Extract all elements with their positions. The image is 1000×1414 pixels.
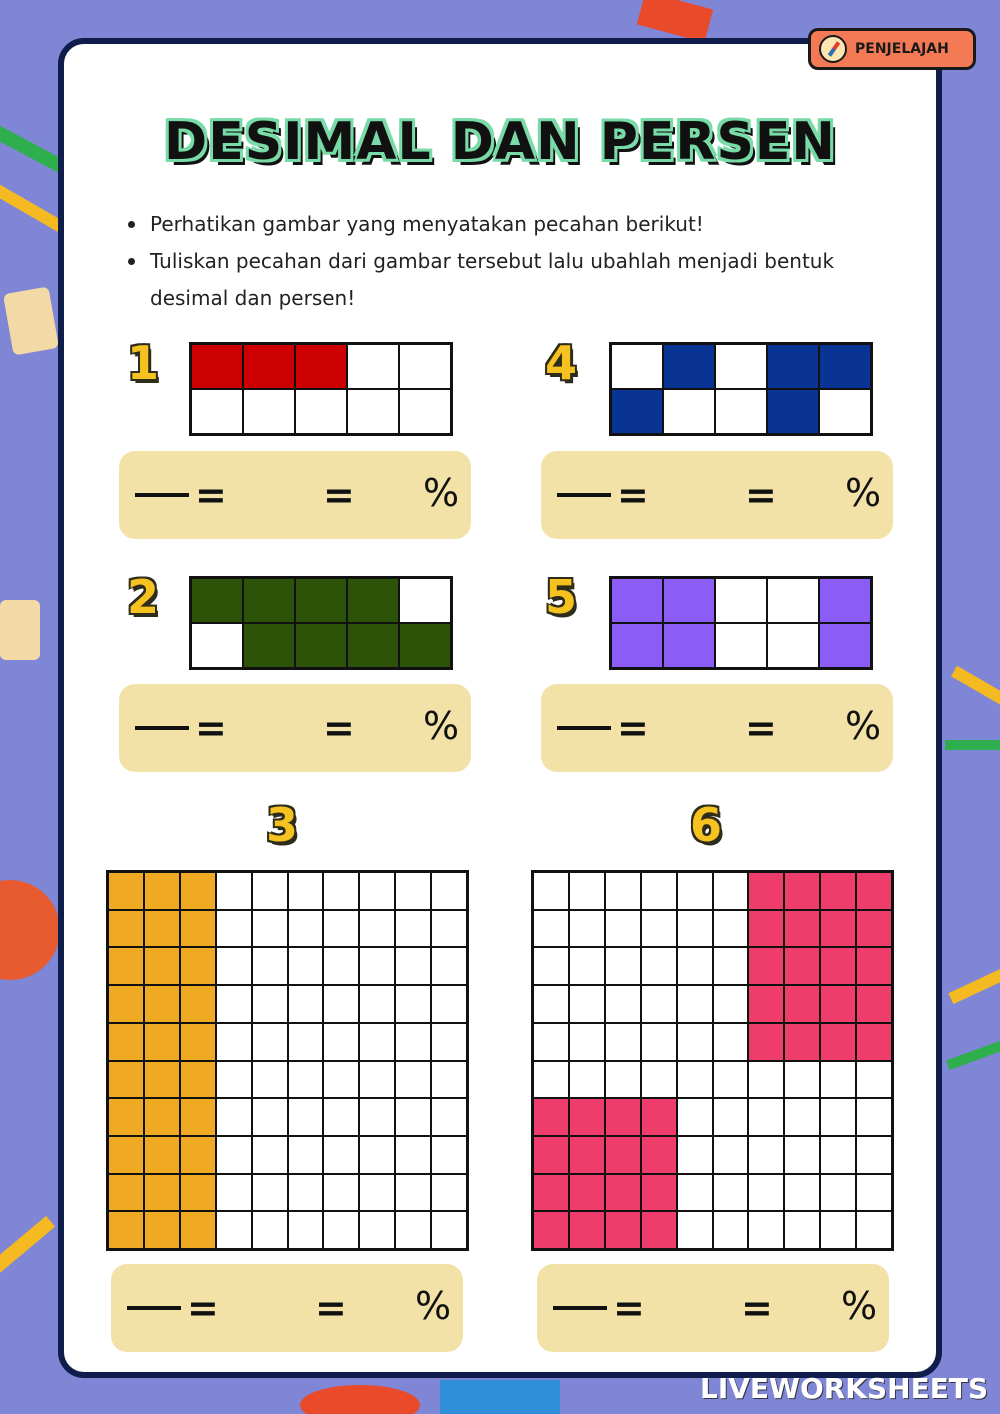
shaded-cell bbox=[748, 872, 784, 910]
instruction-item: Perhatikan gambar yang menyatakan pecahan berikut! bbox=[126, 206, 856, 243]
equals-sign: = bbox=[187, 1286, 219, 1330]
empty-cell bbox=[713, 872, 749, 910]
empty-cell bbox=[252, 1098, 288, 1136]
shaded-cell bbox=[748, 947, 784, 985]
empty-cell bbox=[641, 947, 677, 985]
empty-cell bbox=[288, 985, 324, 1023]
fraction-line bbox=[557, 726, 611, 730]
empty-cell bbox=[431, 872, 467, 910]
shaded-cell bbox=[784, 985, 820, 1023]
shaded-cell bbox=[784, 910, 820, 948]
empty-cell bbox=[641, 985, 677, 1023]
shaded-cell bbox=[767, 344, 819, 389]
empty-cell bbox=[641, 1061, 677, 1099]
empty-cell bbox=[288, 872, 324, 910]
percent-sign: % bbox=[423, 471, 460, 515]
empty-cell bbox=[359, 872, 395, 910]
empty-cell bbox=[252, 1061, 288, 1099]
shaded-cell bbox=[144, 910, 180, 948]
empty-cell bbox=[533, 985, 569, 1023]
problem-number-2: 2 bbox=[127, 570, 160, 624]
empty-cell bbox=[820, 1174, 856, 1212]
answer-box-3[interactable] bbox=[111, 1264, 463, 1352]
percent-sign: % bbox=[423, 704, 460, 748]
equals-sign: = bbox=[195, 706, 227, 750]
shaded-cell bbox=[605, 1136, 641, 1174]
empty-cell bbox=[677, 1211, 713, 1249]
empty-cell bbox=[216, 910, 252, 948]
shaded-cell bbox=[191, 344, 243, 389]
shaded-cell bbox=[605, 1211, 641, 1249]
empty-cell bbox=[677, 872, 713, 910]
percent-sign: % bbox=[841, 1284, 878, 1328]
empty-cell bbox=[663, 389, 715, 434]
empty-cell bbox=[191, 623, 243, 668]
answer-box-6[interactable] bbox=[537, 1264, 889, 1352]
compass-icon bbox=[819, 35, 847, 63]
shaded-cell bbox=[605, 1098, 641, 1136]
shaded-cell bbox=[108, 1023, 144, 1061]
empty-cell bbox=[677, 1174, 713, 1212]
equals-sign: = bbox=[741, 1286, 773, 1330]
shaded-cell bbox=[144, 947, 180, 985]
empty-cell bbox=[323, 1061, 359, 1099]
empty-cell bbox=[359, 947, 395, 985]
shaded-cell bbox=[243, 623, 295, 668]
shaded-cell bbox=[856, 985, 892, 1023]
liveworksheets-logo: LIVEWORKSHEETS bbox=[700, 1372, 989, 1405]
hundred-grid-6 bbox=[531, 870, 894, 1251]
shaded-cell bbox=[748, 910, 784, 948]
shaded-cell bbox=[784, 947, 820, 985]
empty-cell bbox=[677, 910, 713, 948]
shaded-cell bbox=[820, 947, 856, 985]
empty-cell bbox=[748, 1098, 784, 1136]
equals-sign: = bbox=[323, 473, 355, 517]
shaded-cell bbox=[533, 1211, 569, 1249]
empty-cell bbox=[395, 872, 431, 910]
answer-box-2[interactable] bbox=[119, 684, 471, 772]
equals-sign: = bbox=[195, 473, 227, 517]
shaded-cell bbox=[243, 344, 295, 389]
empty-cell bbox=[431, 1211, 467, 1249]
equals-sign: = bbox=[613, 1286, 645, 1330]
empty-cell bbox=[252, 1174, 288, 1212]
empty-cell bbox=[713, 1174, 749, 1212]
empty-cell bbox=[605, 985, 641, 1023]
empty-cell bbox=[431, 1136, 467, 1174]
shaded-cell bbox=[180, 1061, 216, 1099]
shaded-cell bbox=[144, 1098, 180, 1136]
empty-cell bbox=[395, 910, 431, 948]
empty-cell bbox=[288, 1023, 324, 1061]
shaded-cell bbox=[180, 1023, 216, 1061]
shaded-cell bbox=[767, 389, 819, 434]
empty-cell bbox=[784, 1211, 820, 1249]
shaded-cell bbox=[144, 872, 180, 910]
empty-cell bbox=[191, 389, 243, 434]
shaded-cell bbox=[820, 910, 856, 948]
fraction-grid-5 bbox=[609, 576, 873, 670]
empty-cell bbox=[288, 910, 324, 948]
empty-cell bbox=[252, 1136, 288, 1174]
empty-cell bbox=[395, 1174, 431, 1212]
problem-number-4: 4 bbox=[545, 336, 578, 390]
shaded-cell bbox=[641, 1174, 677, 1212]
shaded-cell bbox=[180, 985, 216, 1023]
empty-cell bbox=[216, 985, 252, 1023]
fraction-line bbox=[557, 493, 611, 497]
empty-cell bbox=[856, 1098, 892, 1136]
empty-cell bbox=[605, 1061, 641, 1099]
equals-sign: = bbox=[617, 706, 649, 750]
empty-cell bbox=[399, 578, 451, 623]
shaded-cell bbox=[533, 1136, 569, 1174]
shaded-cell bbox=[108, 1098, 144, 1136]
empty-cell bbox=[533, 1061, 569, 1099]
shaded-cell bbox=[569, 1211, 605, 1249]
empty-cell bbox=[767, 578, 819, 623]
shaded-cell bbox=[180, 947, 216, 985]
empty-cell bbox=[399, 344, 451, 389]
percent-sign: % bbox=[845, 471, 882, 515]
empty-cell bbox=[784, 1061, 820, 1099]
shaded-cell bbox=[295, 623, 347, 668]
empty-cell bbox=[605, 872, 641, 910]
shaded-cell bbox=[533, 1098, 569, 1136]
empty-cell bbox=[323, 872, 359, 910]
fraction-line bbox=[127, 1306, 181, 1310]
empty-cell bbox=[569, 947, 605, 985]
empty-cell bbox=[395, 947, 431, 985]
instruction-item: Tuliskan pecahan dari gambar tersebut lalu ubahlah menjadi bentuk desimal dan persen! bbox=[126, 243, 856, 317]
shaded-cell bbox=[641, 1136, 677, 1174]
instructions-list bbox=[126, 206, 856, 317]
empty-cell bbox=[713, 985, 749, 1023]
empty-cell bbox=[359, 1136, 395, 1174]
shaded-cell bbox=[533, 1174, 569, 1212]
shaded-cell bbox=[191, 578, 243, 623]
empty-cell bbox=[713, 1098, 749, 1136]
empty-cell bbox=[431, 1023, 467, 1061]
shaded-cell bbox=[108, 872, 144, 910]
empty-cell bbox=[748, 1211, 784, 1249]
empty-cell bbox=[295, 389, 347, 434]
shaded-cell bbox=[748, 1023, 784, 1061]
shaded-cell bbox=[243, 578, 295, 623]
shaded-cell bbox=[295, 344, 347, 389]
empty-cell bbox=[856, 1211, 892, 1249]
empty-cell bbox=[216, 1061, 252, 1099]
answer-box-4[interactable] bbox=[541, 451, 893, 539]
empty-cell bbox=[252, 947, 288, 985]
empty-cell bbox=[252, 872, 288, 910]
empty-cell bbox=[216, 1174, 252, 1212]
shaded-cell bbox=[856, 1023, 892, 1061]
empty-cell bbox=[677, 947, 713, 985]
shaded-cell bbox=[569, 1174, 605, 1212]
shaded-cell bbox=[663, 578, 715, 623]
equals-sign: = bbox=[617, 473, 649, 517]
empty-cell bbox=[395, 1023, 431, 1061]
empty-cell bbox=[216, 1023, 252, 1061]
empty-cell bbox=[252, 1211, 288, 1249]
shaded-cell bbox=[144, 985, 180, 1023]
empty-cell bbox=[323, 1023, 359, 1061]
empty-cell bbox=[784, 1136, 820, 1174]
empty-cell bbox=[359, 1061, 395, 1099]
shaded-cell bbox=[856, 910, 892, 948]
empty-cell bbox=[359, 910, 395, 948]
empty-cell bbox=[216, 1098, 252, 1136]
shaded-cell bbox=[641, 1211, 677, 1249]
shaded-cell bbox=[144, 1061, 180, 1099]
empty-cell bbox=[359, 1174, 395, 1212]
shaded-cell bbox=[180, 872, 216, 910]
fraction-line bbox=[553, 1306, 607, 1310]
shaded-cell bbox=[569, 1136, 605, 1174]
shaded-cell bbox=[180, 1098, 216, 1136]
shaded-cell bbox=[108, 1174, 144, 1212]
empty-cell bbox=[431, 1061, 467, 1099]
shaded-cell bbox=[663, 623, 715, 668]
shaded-cell bbox=[108, 1061, 144, 1099]
empty-cell bbox=[288, 947, 324, 985]
shaded-cell bbox=[611, 389, 663, 434]
fraction-line bbox=[135, 726, 189, 730]
shaded-cell bbox=[347, 578, 399, 623]
empty-cell bbox=[715, 344, 767, 389]
shaded-cell bbox=[180, 1136, 216, 1174]
percent-sign: % bbox=[415, 1284, 452, 1328]
empty-cell bbox=[395, 1211, 431, 1249]
empty-cell bbox=[359, 985, 395, 1023]
empty-cell bbox=[715, 578, 767, 623]
fraction-grid-2 bbox=[189, 576, 453, 670]
empty-cell bbox=[569, 872, 605, 910]
empty-cell bbox=[856, 1061, 892, 1099]
empty-cell bbox=[748, 1061, 784, 1099]
empty-cell bbox=[395, 1136, 431, 1174]
empty-cell bbox=[323, 910, 359, 948]
shaded-cell bbox=[819, 578, 871, 623]
shaded-cell bbox=[108, 947, 144, 985]
empty-cell bbox=[288, 1098, 324, 1136]
shaded-cell bbox=[820, 872, 856, 910]
equals-sign: = bbox=[745, 706, 777, 750]
empty-cell bbox=[347, 344, 399, 389]
empty-cell bbox=[431, 910, 467, 948]
empty-cell bbox=[533, 872, 569, 910]
empty-cell bbox=[641, 910, 677, 948]
empty-cell bbox=[399, 389, 451, 434]
empty-cell bbox=[323, 1098, 359, 1136]
empty-cell bbox=[323, 985, 359, 1023]
empty-cell bbox=[431, 1174, 467, 1212]
empty-cell bbox=[288, 1211, 324, 1249]
empty-cell bbox=[605, 1023, 641, 1061]
empty-cell bbox=[677, 1061, 713, 1099]
empty-cell bbox=[820, 1211, 856, 1249]
shaded-cell bbox=[641, 1098, 677, 1136]
empty-cell bbox=[713, 910, 749, 948]
empty-cell bbox=[820, 1098, 856, 1136]
empty-cell bbox=[677, 985, 713, 1023]
empty-cell bbox=[641, 1023, 677, 1061]
empty-cell bbox=[820, 1136, 856, 1174]
empty-cell bbox=[713, 1061, 749, 1099]
empty-cell bbox=[677, 1023, 713, 1061]
empty-cell bbox=[677, 1098, 713, 1136]
shaded-cell bbox=[180, 910, 216, 948]
shaded-cell bbox=[784, 872, 820, 910]
empty-cell bbox=[252, 1023, 288, 1061]
empty-cell bbox=[569, 1061, 605, 1099]
shaded-cell bbox=[748, 985, 784, 1023]
empty-cell bbox=[713, 1211, 749, 1249]
empty-cell bbox=[395, 985, 431, 1023]
empty-cell bbox=[713, 947, 749, 985]
empty-cell bbox=[216, 1136, 252, 1174]
fraction-grid-4 bbox=[609, 342, 873, 436]
empty-cell bbox=[715, 389, 767, 434]
shaded-cell bbox=[784, 1023, 820, 1061]
hundred-grid-3 bbox=[106, 870, 469, 1251]
empty-cell bbox=[216, 1211, 252, 1249]
shaded-cell bbox=[611, 623, 663, 668]
shaded-cell bbox=[569, 1098, 605, 1136]
empty-cell bbox=[748, 1174, 784, 1212]
empty-cell bbox=[784, 1098, 820, 1136]
empty-cell bbox=[820, 1061, 856, 1099]
empty-cell bbox=[216, 947, 252, 985]
empty-cell bbox=[323, 1136, 359, 1174]
empty-cell bbox=[605, 910, 641, 948]
shaded-cell bbox=[144, 1211, 180, 1249]
shaded-cell bbox=[399, 623, 451, 668]
shaded-cell bbox=[819, 344, 871, 389]
shaded-cell bbox=[820, 985, 856, 1023]
fraction-line bbox=[135, 493, 189, 497]
badge-label: PENJELAJAH bbox=[855, 41, 949, 57]
empty-cell bbox=[611, 344, 663, 389]
empty-cell bbox=[252, 910, 288, 948]
empty-cell bbox=[569, 985, 605, 1023]
empty-cell bbox=[216, 872, 252, 910]
empty-cell bbox=[677, 1136, 713, 1174]
answer-box-1[interactable] bbox=[119, 451, 471, 539]
answer-box-5[interactable] bbox=[541, 684, 893, 772]
empty-cell bbox=[431, 1098, 467, 1136]
shaded-cell bbox=[180, 1174, 216, 1212]
shaded-cell bbox=[856, 872, 892, 910]
empty-cell bbox=[533, 947, 569, 985]
empty-cell bbox=[605, 947, 641, 985]
empty-cell bbox=[288, 1061, 324, 1099]
empty-cell bbox=[569, 1023, 605, 1061]
empty-cell bbox=[784, 1174, 820, 1212]
shaded-cell bbox=[144, 1136, 180, 1174]
problem-number-5: 5 bbox=[545, 570, 578, 624]
shaded-cell bbox=[144, 1023, 180, 1061]
shaded-cell bbox=[611, 578, 663, 623]
empty-cell bbox=[359, 1211, 395, 1249]
empty-cell bbox=[323, 1211, 359, 1249]
percent-sign: % bbox=[845, 704, 882, 748]
empty-cell bbox=[431, 947, 467, 985]
empty-cell bbox=[347, 389, 399, 434]
empty-cell bbox=[323, 1174, 359, 1212]
empty-cell bbox=[288, 1136, 324, 1174]
empty-cell bbox=[395, 1061, 431, 1099]
empty-cell bbox=[715, 623, 767, 668]
empty-cell bbox=[431, 985, 467, 1023]
page-title: DESIMAL DAN PERSEN bbox=[164, 112, 836, 172]
shaded-cell bbox=[663, 344, 715, 389]
empty-cell bbox=[359, 1023, 395, 1061]
shaded-cell bbox=[347, 623, 399, 668]
shaded-cell bbox=[180, 1211, 216, 1249]
shaded-cell bbox=[295, 578, 347, 623]
empty-cell bbox=[252, 985, 288, 1023]
shaded-cell bbox=[820, 1023, 856, 1061]
shaded-cell bbox=[819, 623, 871, 668]
empty-cell bbox=[856, 1136, 892, 1174]
empty-cell bbox=[641, 872, 677, 910]
empty-cell bbox=[569, 910, 605, 948]
shaded-cell bbox=[108, 985, 144, 1023]
shaded-cell bbox=[144, 1174, 180, 1212]
empty-cell bbox=[395, 1098, 431, 1136]
empty-cell bbox=[713, 1136, 749, 1174]
empty-cell bbox=[243, 389, 295, 434]
problem-number-3: 3 bbox=[266, 798, 299, 852]
problem-number-1: 1 bbox=[127, 336, 160, 390]
shaded-cell bbox=[605, 1174, 641, 1212]
empty-cell bbox=[856, 1174, 892, 1212]
shaded-cell bbox=[108, 1211, 144, 1249]
equals-sign: = bbox=[315, 1286, 347, 1330]
empty-cell bbox=[819, 389, 871, 434]
equals-sign: = bbox=[745, 473, 777, 517]
shaded-cell bbox=[108, 910, 144, 948]
shaded-cell bbox=[856, 947, 892, 985]
penjelajah-badge bbox=[808, 28, 976, 70]
empty-cell bbox=[359, 1098, 395, 1136]
problem-number-6: 6 bbox=[690, 798, 723, 852]
empty-cell bbox=[323, 947, 359, 985]
fraction-grid-1 bbox=[189, 342, 453, 436]
shaded-cell bbox=[108, 1136, 144, 1174]
equals-sign: = bbox=[323, 706, 355, 750]
empty-cell bbox=[533, 910, 569, 948]
empty-cell bbox=[713, 1023, 749, 1061]
empty-cell bbox=[288, 1174, 324, 1212]
empty-cell bbox=[748, 1136, 784, 1174]
empty-cell bbox=[767, 623, 819, 668]
empty-cell bbox=[533, 1023, 569, 1061]
